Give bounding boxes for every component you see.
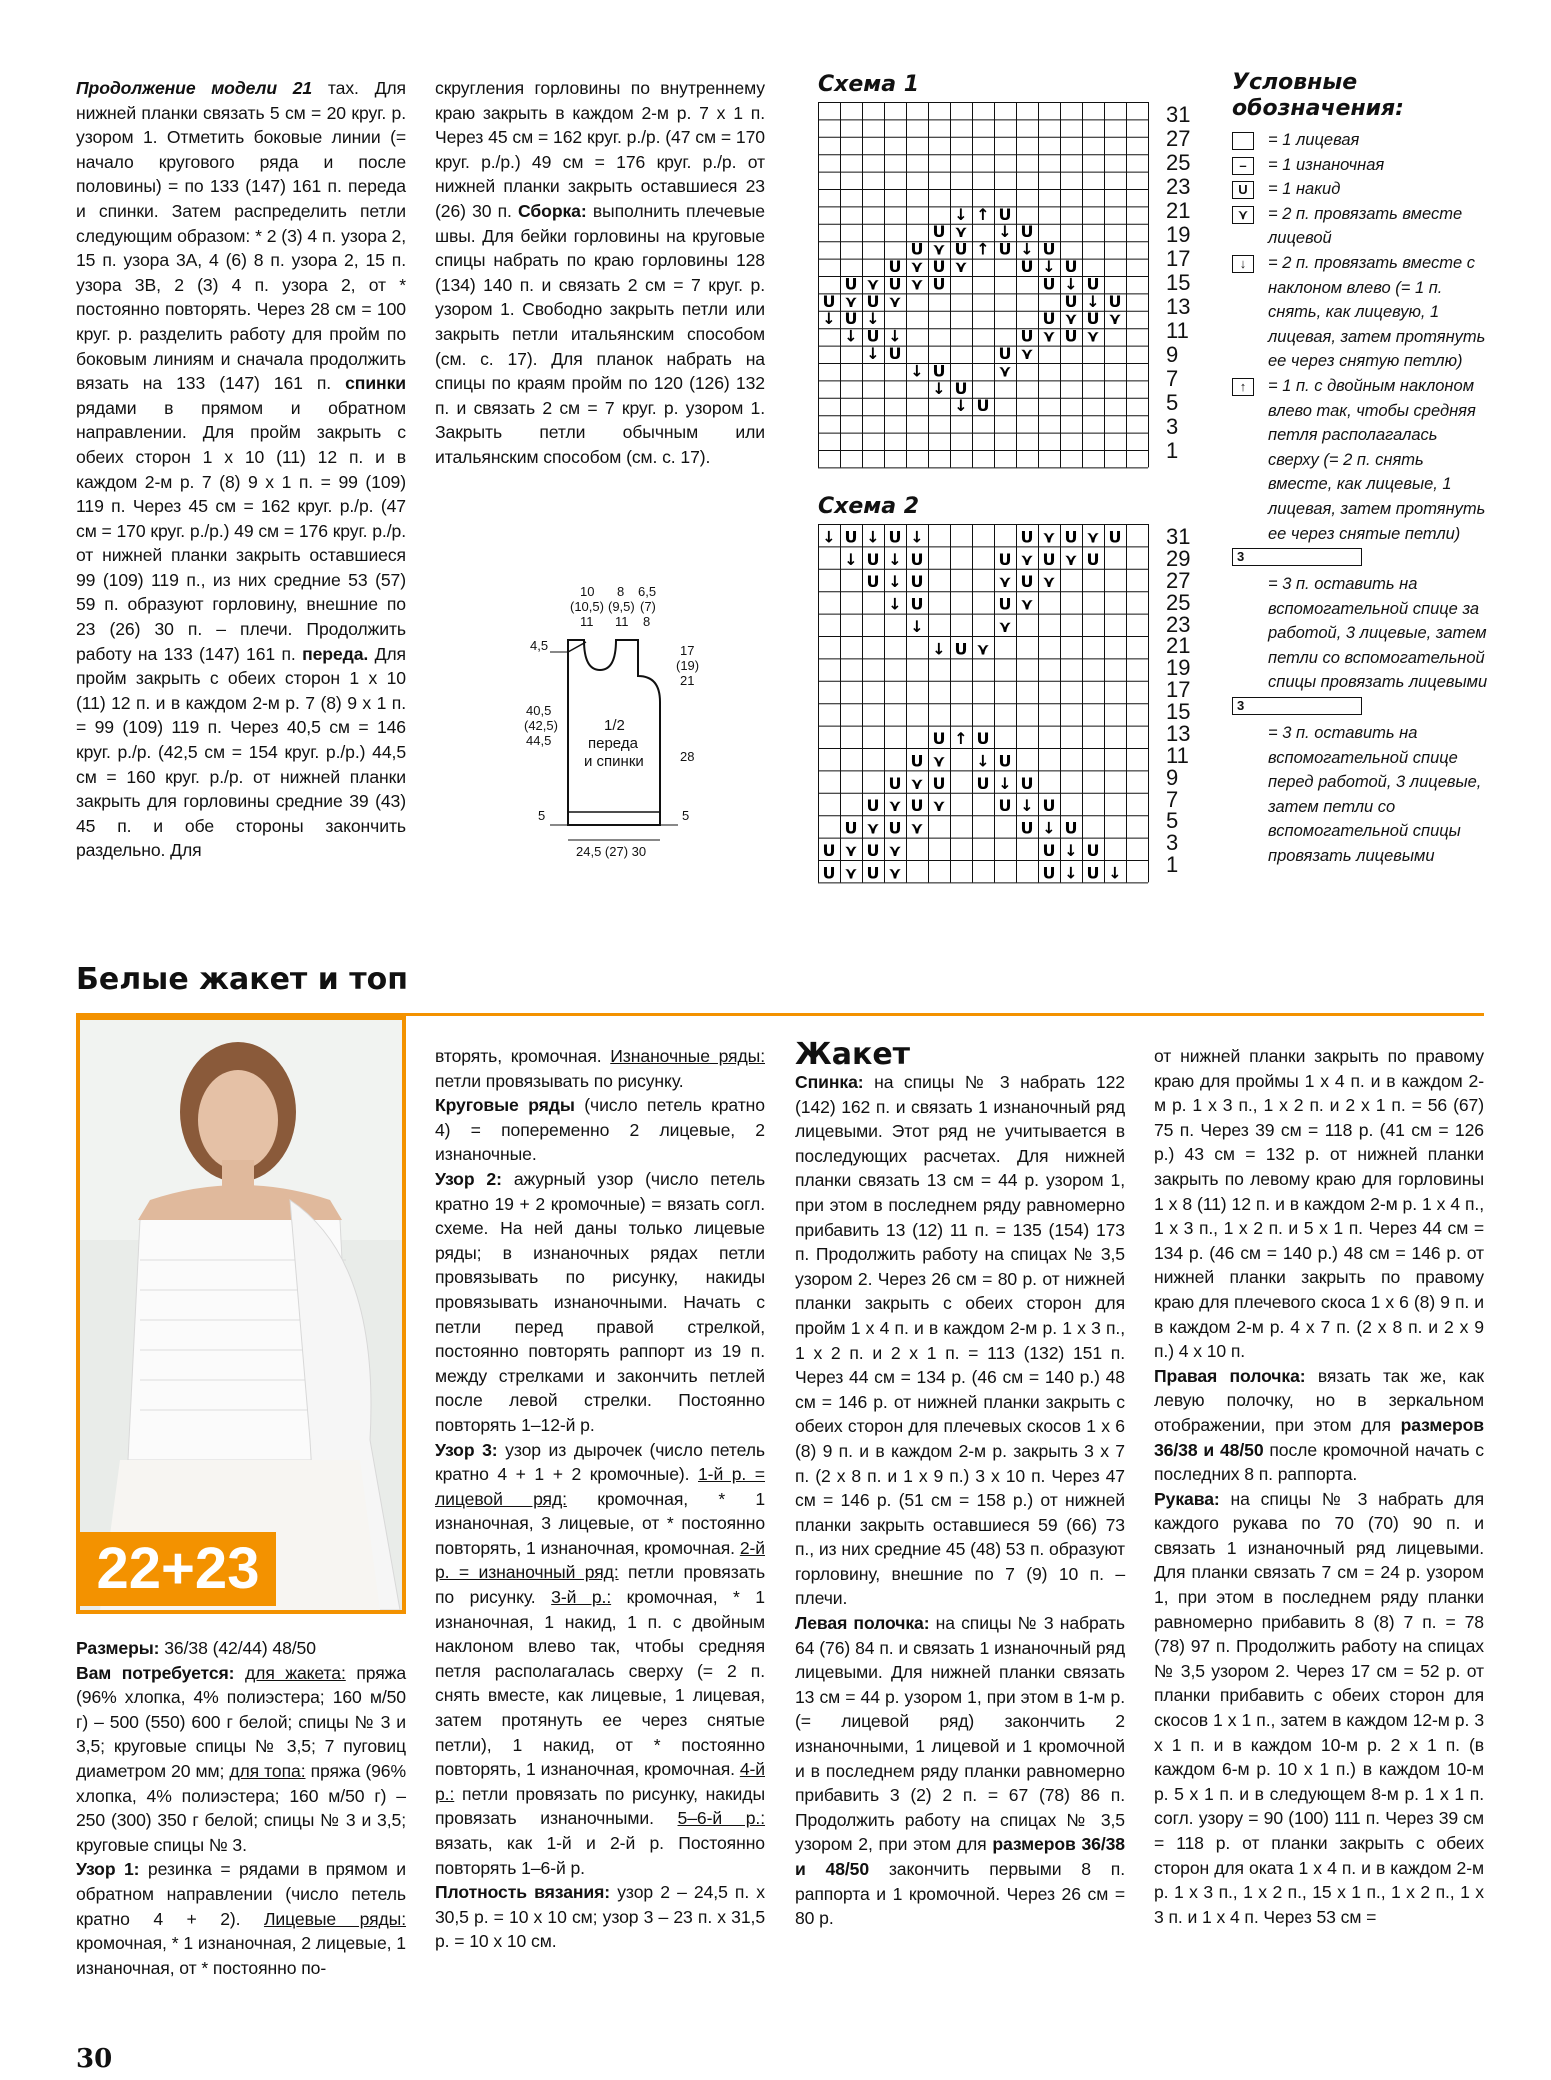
chart-stitch-symbol: U xyxy=(1108,291,1122,311)
chart-stitch-symbol: U xyxy=(822,291,836,311)
text: кромочная, * 1 изнаночная, 2 лицевые, 1 изнаночная, от * постоянно по- xyxy=(76,1933,406,1978)
text: Для пройм закрыть с обеих сторон 1 х 10 (11) 12 п. и в каждом 2-м р. 7 (8) 9 х 1 п. = 99 (109) 119 п. Через 40,5 см = 146 круг. р./р. (42,5 см = 154 круг. р./р.) 44,5 см = 160 круг. р./р. от нижней планки закрыть для горловины средние 39 (43) 45 п. и обе стороны закончить раздельно. Для xyxy=(76,643,406,861)
text: на спицы № 3 набрать 64 (76) 84 п. и связать 1 изнаночный ряд лицевыми. Для нижней планки связать 13 см = 44 р. узором 1, при этом в 1-м р. (= лицевой ряд) закончить 2 изнаночными, 1 лицевой и 1 кромочной и в последнем ряду планки равномерно прибавить 3 (2) 2 п. = 67 (78) 86 п. Продолжить работу на спицах № 3,5 узором 2, при этом для xyxy=(795,1613,1125,1855)
row-number: 19 xyxy=(1166,655,1191,681)
row-number: 23 xyxy=(1166,611,1191,637)
chart-stitch-symbol: ⋎ xyxy=(910,257,924,276)
chart-stitch-symbol: ↓ xyxy=(976,751,990,771)
row-number: 3 xyxy=(1166,830,1179,856)
chart-stitch-symbol: ↓ xyxy=(1020,796,1034,816)
text: пряжа (96% хлопка, 4% полиэстера; 160 м/50 г) – 250 (300) 350 г белой; спицы № 3 и 3,5; круговые спицы № 3. xyxy=(76,1760,406,1855)
chart-stitch-symbol: ⋎ xyxy=(998,617,1012,636)
chart-stitch-symbol: ↑ xyxy=(976,239,990,259)
chart-stitch-symbol: U xyxy=(910,239,924,259)
chart-stitch-symbol: U xyxy=(998,204,1012,224)
chart-stitch-symbol: U xyxy=(1042,239,1056,259)
bold-term: спинки xyxy=(345,373,406,394)
chart-stitch-symbol: ↓ xyxy=(844,549,858,569)
legend-text: = 2 п. провязать вместе лицевой xyxy=(1268,204,1463,248)
legend-item xyxy=(1232,128,1492,153)
chart-stitch-symbol: ⋎ xyxy=(1086,527,1100,547)
piece-label: переда xyxy=(588,735,638,752)
row-number: 19 xyxy=(1166,222,1191,247)
chart-stitch-symbol: ⋎ xyxy=(976,639,990,659)
text: размеров 36/38 и 48/50 xyxy=(795,1834,1125,1879)
row-number: 27 xyxy=(1166,567,1191,593)
bold-term: Сборка: xyxy=(518,200,587,221)
row-number: 9 xyxy=(1166,342,1179,367)
chart-stitch-symbol: ⋎ xyxy=(1042,527,1056,547)
chart-stitch-symbol: U xyxy=(866,326,880,346)
model-number-badge: 22+23 xyxy=(80,1532,276,1606)
garment-schematic xyxy=(520,580,740,870)
text: петли провязать по рисунку. xyxy=(435,1562,766,1608)
text: пряжа (96% хлопка, 4% полиэстера; 160 м/50 г) – 500 (550) 600 г белой; спицы № 3 и 3,5; круговые спицы № 3,5; 7 пуговиц диаметром 20 мм; xyxy=(76,1662,407,1781)
chart-stitch-symbol: U xyxy=(1020,527,1034,547)
chart-stitch-symbol: U xyxy=(910,549,924,569)
chart-stitch-symbol: U xyxy=(866,291,880,311)
legend-item xyxy=(1232,251,1492,374)
chart-stitch-symbol: ↓ xyxy=(866,344,880,363)
row-number: 11 xyxy=(1166,742,1189,768)
dim-label: (7) xyxy=(640,599,656,614)
chart-stitch-symbol: U xyxy=(1042,309,1056,329)
chart-stitch-symbol: ⋎ xyxy=(888,841,902,860)
legend-item xyxy=(1232,374,1492,546)
legend-text: = 2 п. провязать вместе с наклоном влево (= 1 п. снять, как лицевую, 1 лицевая, затем протянуть ее через снятую петлю) xyxy=(1268,253,1486,371)
chart-stitch-symbol: U xyxy=(932,222,946,242)
chart-stitch-symbol: U xyxy=(1020,818,1034,838)
chart-stitch-symbol: ⋎ xyxy=(1020,549,1034,569)
text: рядами в прямом и обратном направлении. Для пройм закрыть с обеих сторон 1 х 10 (11) 12 п. и в каждом 2-м р. 7 (8) 9 х 1 п. = 99 (109) 119 п. Через 45 см = 162 круг. р./р. (47 см = 170 круг. р./р.) 49 см = 176 круг. р./р. от нижней планки закрыть оставшиеся 99 (109) 119 п., из них средние 53 (57) 59 п. образуют горловину, внешние по 23 (26) 30 п. – плечи. Продолжить работу на 133 (147) 161 п. xyxy=(76,397,406,664)
chart-stitch-symbol: ↑ xyxy=(954,729,968,748)
chart-stitch-symbol: ⋎ xyxy=(1020,344,1034,363)
legend-text: = 3 п. оставить на вспомогательной спице перед работой, 3 лицевые, затем петли со вспомогательной спицы провязать лицевыми xyxy=(1268,724,1482,866)
chart-stitch-symbol: U xyxy=(998,239,1012,259)
chart-stitch-symbol: U xyxy=(998,796,1012,816)
chart-stitch-symbol: U xyxy=(998,594,1012,614)
dim-label: (42,5) xyxy=(524,718,558,733)
chart-stitch-symbol: ⋎ xyxy=(1086,326,1100,346)
chart-stitch-symbol: ⋎ xyxy=(1064,309,1078,329)
chart-stitch-symbol: ⋎ xyxy=(1042,326,1056,346)
chart-stitch-symbol: ↓ xyxy=(998,773,1012,793)
chart-stitch-symbol: ⋎ xyxy=(1108,309,1122,329)
chart-stitch-symbol: U xyxy=(954,378,968,398)
chart-stitch-symbol: ↓ xyxy=(910,361,924,381)
dim-label: 28 xyxy=(680,749,695,764)
chart-stitch-symbol: U xyxy=(910,796,924,816)
continuation-heading: Продолжение модели 21 xyxy=(76,78,313,98)
chart-stitch-symbol: U xyxy=(866,796,880,816)
ssk-arrow-down-icon: ↓ xyxy=(1232,255,1254,273)
chart-stitch-symbol: ⋎ xyxy=(910,274,924,294)
chart-stitch-symbol: ↓ xyxy=(866,309,880,329)
pattern-3-label: Узор 3: xyxy=(435,1439,498,1460)
piece-label: и спинки xyxy=(584,753,644,770)
chart-stitch-symbol: U xyxy=(1108,527,1122,547)
chart-stitch-symbol: ⋎ xyxy=(866,818,880,838)
top-column-2 xyxy=(435,76,765,470)
row-number: 15 xyxy=(1166,270,1191,295)
dim-label: 11 xyxy=(615,614,629,629)
chart-stitch-symbol: ⋎ xyxy=(954,257,968,276)
text: на спицы № 3 набрать 122 (142) 162 п. и связать 1 изнаночный ряд лицевыми. Этот ряд не учитывается в последующих расчетах. Для нижней планки связать 13 см = 44 р. узором 1, при этом в последнем ряду равномерно прибавить 13 (12) 11 п. = 135 (154) 173 п. Продолжить работу на спицах № 3,5 узором 2. Через 26 см = 80 р. от нижней планки закрыть с обеих сторон для пройм 1 х 4 п. и в каждом 2-м р. 1 х 3 п., 1 х 2 п. и 2 х 1 п. = 113 (132) 151 п. Через 44 см = 134 р. (46 см = 140 р.) 48 см = 146 р. от нижней планки закрыть с обеих сторон для плечевых скосов 1 х 6 (8) 9 п. и в каждом 2-м р. закрыть 3 х 7 п. (2 х 8 п. и 1 х 9 п.) 3 х 10 п. Через 47 см = 146 р. (51 см = 158 р.) от нижней планки закрыть оставшиеся 59 (66) 73 п., из них средние 45 (48) 53 п. образуют горловину, внешние по 7 (9) 10 п. – плечи. xyxy=(795,1072,1125,1609)
chart-stitch-symbol: U xyxy=(954,239,968,259)
chart-stitch-symbol: U xyxy=(976,773,990,793)
chart-stitch-symbol: ↓ xyxy=(888,326,902,346)
row-number: 1 xyxy=(1166,438,1179,463)
chart-stitch-symbol: ↓ xyxy=(932,378,946,398)
scheme-2-grid xyxy=(818,524,1158,889)
chart-stitch-symbol: U xyxy=(844,818,858,838)
chart-stitch-symbol: ⋎ xyxy=(932,796,946,816)
row-number: 9 xyxy=(1166,764,1179,790)
article-title: Белые жакет и топ xyxy=(76,962,408,997)
chart-stitch-symbol: U xyxy=(1086,549,1100,569)
chart-stitch-symbol: U xyxy=(1086,274,1100,294)
legend-text: = 1 п. с двойным наклоном влево так, чтобы средняя петля располагалась сверху (= 2 п. снять вместе, как лицевые, 1 лицевая, затем протянуть ее через снятые петли) xyxy=(1268,376,1486,543)
scheme-1-grid xyxy=(818,102,1158,472)
chart-stitch-symbol: U xyxy=(1064,818,1078,838)
chart-stitch-symbol: ↓ xyxy=(822,527,836,547)
chart-stitch-symbol: U xyxy=(1020,773,1034,793)
chart-stitch-symbol: ⋎ xyxy=(866,274,880,294)
text: (число петель кратно 4) = попеременно 2 лицевые, 2 изнаночные. xyxy=(435,1095,765,1165)
dim-label: 8 xyxy=(643,614,651,629)
dim-label: 5 xyxy=(682,808,690,823)
chart-stitch-symbol: ↓ xyxy=(954,204,968,224)
chart-stitch-symbol: ↓ xyxy=(1108,863,1122,883)
top-column-1 xyxy=(76,76,406,863)
chart-stitch-symbol: ↓ xyxy=(1064,841,1078,860)
chart-stitch-symbol: U xyxy=(844,527,858,547)
chart-stitch-symbol: U xyxy=(1042,274,1056,294)
sizes-value: 36/38 (42/44) 48/50 xyxy=(164,1638,316,1658)
chart-stitch-symbol: ⋎ xyxy=(954,222,968,242)
chart-stitch-symbol: ⋎ xyxy=(910,773,924,793)
chart-stitch-symbol: ⋎ xyxy=(1064,549,1078,569)
chart-stitch-symbol: ⋎ xyxy=(910,818,924,838)
sizes-label: Размеры: xyxy=(76,1638,160,1658)
chart-stitch-symbol: U xyxy=(888,344,902,363)
chart-stitch-symbol: ⋎ xyxy=(932,751,946,771)
scheme-2-title: Схема 2 xyxy=(818,494,920,519)
chart-stitch-symbol: U xyxy=(910,594,924,614)
chart-stitch-symbol: ⋎ xyxy=(888,796,902,816)
text: узор из дырочек (число петель кратно 4 + 1 + 2 кромочные). xyxy=(435,1439,765,1485)
legend xyxy=(1232,70,1492,869)
chart-stitch-symbol: U xyxy=(866,549,880,569)
chart-stitch-symbol: ⋎ xyxy=(1042,572,1056,592)
purl-symbol-icon: – xyxy=(1232,157,1254,175)
legend-text: = 3 п. оставить на вспомогательной спице за работой, 3 лицевые, затем петли со вспомогательной спицы провязать лицевыми xyxy=(1268,575,1488,692)
chart-stitch-symbol: U xyxy=(954,639,968,659)
chart-stitch-symbol: U xyxy=(888,773,902,793)
bottom-column-3 xyxy=(795,1070,1125,1931)
chart-stitch-symbol: U xyxy=(998,751,1012,771)
chart-stitch-symbol: U xyxy=(844,274,858,294)
legend-item xyxy=(1232,546,1492,695)
chart-stitch-symbol: U xyxy=(1042,863,1056,883)
chart-stitch-symbol: ↓ xyxy=(1064,863,1078,883)
chart-stitch-symbol: ↓ xyxy=(822,309,836,329)
text: от нижней планки закрыть по правому краю для проймы 1 х 4 п. и в каждом 2-м р. 1 х 3 п., 1 х 2 п. и 2 х 1 п. = 56 (67) 75 п. Через 39 см = 118 р. (41 см = 126 р.) 43 см = 132 р. от нижней планки закрыть по левому краю для горловины 1 х 8 (11) 12 п. и в каждом 2-м р. 1 х 4 п., 1 х 3 п., 1 х 2 п. и 5 х 1 п. Через 44 см = 134 р. (46 см = 140 р.) 48 см = 146 р. от нижней планки закрыть по правому краю для плечевого скоса 1 х 6 (8) 9 п. и в каждом 2-м р. 4 х 7 п. (2 х 8 п. и 2 х 9 п.) 4 х 10 п. xyxy=(1154,1046,1484,1362)
text: размеров 36/38 и 48/50 xyxy=(1154,1414,1484,1460)
sleeves-label: Рукава: xyxy=(1154,1488,1220,1509)
dim-label: (9,5) xyxy=(608,599,635,614)
cable-back-symbol-icon: 3 xyxy=(1232,548,1362,566)
chart-stitch-symbol: U xyxy=(932,729,946,748)
chart-stitch-symbol: U xyxy=(866,863,880,883)
text: 2-й р. = изнаночный ряд: xyxy=(435,1537,765,1583)
dim-label: 24,5 (27) 30 xyxy=(576,844,647,859)
chart-stitch-symbol: ↓ xyxy=(910,527,924,547)
text: после кромочной начать с последних 8 п. раппорта. xyxy=(1154,1439,1484,1485)
dim-label: 17 xyxy=(680,643,695,658)
chart-stitch-symbol: ⋎ xyxy=(888,863,902,883)
right-front-label: Правая полочка: xyxy=(1154,1365,1306,1386)
text: кромочная, * 1 изнаночная, 1 накид, 1 п. с двойным наклоном влево так, чтобы средняя петля располагалась сверху (= 2 п. снять вместе, как лицевые, 1 лицевая, затем протянуть ее через снятые петли), 1 накид, от * постоянно повторять, 1 изнаночная, кромочная. xyxy=(435,1587,765,1780)
chart-stitch-symbol: U xyxy=(1086,841,1100,860)
legend-item xyxy=(1232,177,1492,202)
chart-stitch-symbol: U xyxy=(1020,257,1034,276)
chart-stitch-symbol: ↓ xyxy=(844,326,858,346)
chart-stitch-symbol: U xyxy=(866,572,880,592)
bottom-column-2 xyxy=(435,1044,765,1954)
knit-symbol-icon xyxy=(1232,132,1254,150)
text: кромочная, * 1 изнаночная, 3 лицевые, от * постоянно повторять, 1 изнаночная, кромочная. xyxy=(435,1488,765,1558)
row-number: 7 xyxy=(1166,786,1179,812)
row-number: 7 xyxy=(1166,366,1179,391)
chart-stitch-symbol: ⋎ xyxy=(932,239,946,259)
chart-stitch-symbol: ↓ xyxy=(888,594,902,614)
row-number: 31 xyxy=(1166,524,1191,549)
chart-stitch-symbol: ↓ xyxy=(932,639,946,659)
back-label: Спинка: xyxy=(795,1072,864,1092)
dim-label: (10,5) xyxy=(570,599,604,614)
chart-stitch-symbol: ↓ xyxy=(998,222,1012,242)
chart-stitch-symbol: U xyxy=(1064,257,1078,276)
scheme-1-title: Схема 1 xyxy=(818,72,920,97)
chart-stitch-symbol: ↓ xyxy=(1042,818,1056,838)
text: петли провязать по рисунку, накиды провязать изнаночными. xyxy=(435,1783,765,1829)
chart-stitch-symbol: ↑ xyxy=(976,204,990,224)
chart-stitch-symbol: U xyxy=(1020,326,1034,346)
cable-front-symbol-icon: 3 xyxy=(1232,697,1362,715)
chart-stitch-symbol: ↓ xyxy=(888,549,902,569)
text: 3-й р.: xyxy=(551,1587,612,1608)
legend-text: = 1 изнаночная xyxy=(1268,155,1385,174)
chart-stitch-symbol: U xyxy=(1064,326,1078,346)
row-number: 3 xyxy=(1166,414,1179,439)
text: вторять, кромочная. xyxy=(435,1046,602,1066)
chart-stitch-symbol: ⋎ xyxy=(998,361,1012,381)
legend-text: = 1 накид xyxy=(1268,180,1341,199)
row-number: 25 xyxy=(1166,150,1191,175)
dim-label: 5 xyxy=(538,808,546,823)
chart-stitch-symbol: U xyxy=(976,396,990,416)
jacket-label: для жакета: xyxy=(244,1662,346,1683)
top-label: для топа: xyxy=(229,1760,306,1781)
chart-stitch-symbol: U xyxy=(888,527,902,547)
k2tog-symbol-icon: ⋎ xyxy=(1232,206,1254,224)
bold-term: переда. xyxy=(302,643,369,664)
bottom-column-1 xyxy=(76,1636,406,1980)
text: петли провязывать по рисунку. xyxy=(435,1070,684,1091)
dim-label: 8 xyxy=(617,584,625,599)
left-front-label: Левая полочка: xyxy=(795,1613,930,1634)
text: скругления горловины по внутреннему краю закрыть в каждом 2-м р. 7 х 1 п. Через 45 см = 162 круг. р./р. (47 см = 170 круг. р./р.) 49 см = 176 круг. р./р. от нижней планки закрыть оставшиеся 23 (26) 30 п. xyxy=(435,78,765,221)
row-number: 11 xyxy=(1166,318,1189,343)
round-rows-label: Круговые ряды xyxy=(435,1095,575,1116)
chart-stitch-symbol: U xyxy=(932,773,946,793)
row-number: 27 xyxy=(1166,126,1191,151)
text: закончить первыми 8 п. раппорта и 1 кромочной. Через 26 см = 80 р. xyxy=(795,1859,1125,1929)
materials-label: Вам потребуется: xyxy=(76,1662,235,1683)
chart-stitch-symbol: U xyxy=(1064,291,1078,311)
text: 1-й р. = лицевой ряд: xyxy=(435,1464,765,1509)
chart-stitch-symbol: U xyxy=(1020,572,1034,592)
text: Изнаночные ряды: xyxy=(610,1046,765,1066)
legend-text: = 1 лицевая xyxy=(1268,131,1360,149)
chart-stitch-symbol: ↓ xyxy=(1064,274,1078,294)
row-number: 21 xyxy=(1166,198,1191,223)
chart-stitch-symbol: U xyxy=(888,818,902,838)
density-label: Плотность вязания: xyxy=(435,1882,611,1903)
chart-stitch-symbol: U xyxy=(998,344,1012,363)
chart-stitch-symbol: ↓ xyxy=(1020,239,1034,259)
chart-stitch-symbol: ⋎ xyxy=(888,291,902,311)
row-number: 31 xyxy=(1166,102,1191,127)
dim-label: 6,5 xyxy=(638,584,657,599)
row-number: 25 xyxy=(1166,589,1191,615)
dim-label: 10 xyxy=(580,584,595,599)
row-number: 29 xyxy=(1166,545,1191,571)
text: на спицы № 3 набрать для каждого рукава по 70 (70) 90 п. и связать 1 изнаночный ряд лицевыми. Для планки связать 7 см = 24 р. узором 1, при этом в последнем ряду планки равномерно прибавить 8 (8) 7 п. = 78 (78) 97 п. Продолжить работу на спицах № 3,5 узором 2. Через 17 см = 52 р. от планки прибавить с обеих сторон для скосов 1 х 1 п., затем в каждом 12-м р. 3 х 1 п. и в каждом 10-м р. 2 х 1 п. (в каждом 6-м р. 10 х 1 п.) в каждом 10-м р. 5 х 1 п. и в следующем 8-м р. 1 х 1 п. согл. узору = 90 (100) 111 п. Через 39 см = 118 р. от планки закрыть с обеих сторон для оката 1 х 4 п. и в каждом 2-м р. 1 х 3 п., 1 х 2 п., 15 х 1 п., 1 х 2 п., 1 х 3 п. и 1 х 4 п. Через 53 см = xyxy=(1154,1488,1484,1927)
chart-stitch-symbol: U xyxy=(1042,841,1056,860)
legend-item xyxy=(1232,695,1492,869)
yarn-over-symbol-icon: U xyxy=(1232,181,1254,199)
row-number: 5 xyxy=(1166,808,1179,834)
row-number: 23 xyxy=(1166,174,1191,199)
chart-stitch-symbol: U xyxy=(1086,309,1100,329)
text: 5–6-й р.: xyxy=(677,1808,766,1829)
chart-stitch-symbol: ↓ xyxy=(954,396,968,416)
scheme-1-row-numbers xyxy=(1166,102,1206,472)
double-decrease-arrow-up-icon: ↑ xyxy=(1232,378,1254,396)
row-number: 13 xyxy=(1166,720,1191,746)
legend-item xyxy=(1232,153,1492,178)
text: тах. Для нижней планки связать 5 см = 20 круг. р. узором 1. Отметить боковые линии (= начало кругового ряда и после половины) = по 133 (147) 161 п. переда и спинки. Затем распределить петли следующим образом: * 2 (3) 4 п. узора 2, 15 п. узора 3А, 4 (6) 8 п. узора 2, 15 п. узора 3В, 2 (3) 4 п. узора 2, от * постоянно повторять. Через 28 см = 100 круг. р. разделить работу для пройм по боковым линиям и сначала продолжить вязать на 133 (147) 161 п. xyxy=(76,78,406,394)
row-number: 5 xyxy=(1166,390,1179,415)
model-photo xyxy=(76,1016,406,1614)
text: вязать, как 1-й и 2-й р. Постоянно повторять 1–6-й р. xyxy=(435,1833,765,1878)
chart-stitch-symbol: U xyxy=(888,274,902,294)
row-number: 13 xyxy=(1166,294,1191,319)
chart-stitch-symbol: ⋎ xyxy=(844,863,858,883)
dim-label: (19) xyxy=(676,658,700,673)
row-number: 17 xyxy=(1166,677,1191,703)
chart-stitch-symbol: U xyxy=(1042,796,1056,816)
chart-stitch-symbol: U xyxy=(932,274,946,294)
page-number: 30 xyxy=(76,2044,113,2074)
chart-stitch-symbol: U xyxy=(844,309,858,329)
text: Лицевые ряды: xyxy=(263,1908,407,1929)
chart-stitch-symbol: ⋎ xyxy=(998,572,1012,592)
dim-label: 44,5 xyxy=(526,733,552,748)
chart-stitch-symbol: U xyxy=(910,751,924,771)
text: вязать так же, как левую полочку, но в зеркальном отображении, при этом для xyxy=(1154,1365,1484,1435)
chart-stitch-symbol: U xyxy=(998,549,1012,569)
chart-stitch-symbol: ↓ xyxy=(866,527,880,547)
chart-stitch-symbol: U xyxy=(1086,863,1100,883)
chart-stitch-symbol: U xyxy=(1042,549,1056,569)
chart-stitch-symbol: U xyxy=(932,257,946,276)
chart-stitch-symbol: ↓ xyxy=(888,572,902,592)
row-number: 21 xyxy=(1166,633,1191,659)
chart-stitch-symbol: U xyxy=(976,729,990,748)
row-number: 17 xyxy=(1166,246,1191,271)
woman-in-white-top-image xyxy=(80,1020,402,1610)
dim-label: 21 xyxy=(680,673,695,688)
row-number: 1 xyxy=(1166,852,1179,878)
dim-label: 4,5 xyxy=(530,638,549,653)
chart-stitch-symbol: ⋎ xyxy=(844,841,858,860)
chart-stitch-symbol: U xyxy=(1064,527,1078,547)
chart-stitch-symbol: U xyxy=(1020,222,1034,242)
bottom-column-4 xyxy=(1154,1044,1484,1929)
text: 4-й р.: xyxy=(435,1759,765,1804)
legend-item xyxy=(1232,202,1492,251)
chart-stitch-symbol: U xyxy=(822,841,836,860)
chart-stitch-symbol: U xyxy=(910,572,924,592)
jacket-heading: Жакет xyxy=(795,1037,911,1072)
chart-stitch-symbol: ↓ xyxy=(910,617,924,636)
scheme-2-row-numbers xyxy=(1166,524,1206,889)
chart-stitch-symbol: U xyxy=(822,863,836,883)
dim-label: 11 xyxy=(580,614,594,629)
text: ажурный узор (число петель кратно 19 + 2 кромочные) = вязать согл. схеме. На ней даны только лицевые ряды; в изнаночных рядах петли провязывать по рисунку, накиды провязывать изнаночными. Начать с петли перед правой стрелкой, постоянно повторять раппорт из 19 п. между стрелками и закончить петлей после левой стрелки. Постоянно повторять 1–12-й р. xyxy=(435,1168,766,1435)
chart-stitch-symbol: U xyxy=(888,257,902,276)
chart-stitch-symbol: ↓ xyxy=(1086,291,1100,311)
chart-stitch-symbol: ↓ xyxy=(1042,257,1056,276)
chart-stitch-symbol: ⋎ xyxy=(844,291,858,311)
pattern-1-label: Узор 1: xyxy=(76,1859,140,1880)
chart-stitch-symbol: ⋎ xyxy=(1020,594,1034,614)
text: резинка = рядами в прямом и обратном направлении (число петель кратно 4 + 2). xyxy=(76,1859,406,1929)
row-number: 15 xyxy=(1166,699,1191,724)
dim-label: 40,5 xyxy=(526,703,552,718)
text: выполнить плечевые швы. Для бейки горловины на круговые спицы набрать по краю горловины 128 (134) 140 п. и связать 2 см = 7 круг. р. узором 1. Свободно закрыть петли или закрыть петли итальянским способом (см. с. 17). Для планок набрать на спицы по краям пройм по 120 (126) 132 п. и связать 2 см = 7 круг. р. узором 1. Закрыть петли обычным или итальянским способом (см. с. 17). xyxy=(435,200,765,467)
chart-stitch-symbol: U xyxy=(932,361,946,381)
chart-stitch-symbol: U xyxy=(866,841,880,860)
pattern-2-label: Узор 2: xyxy=(435,1168,502,1189)
piece-label: 1/2 xyxy=(604,717,625,734)
text: узор 2 – 24,5 п. х 30,5 р. = 10 х 10 см; узор 3 – 23 п. х 31,5 р. = 10 х 10 см. xyxy=(435,1882,765,1952)
legend-title: Условные обозначения: xyxy=(1232,70,1404,121)
